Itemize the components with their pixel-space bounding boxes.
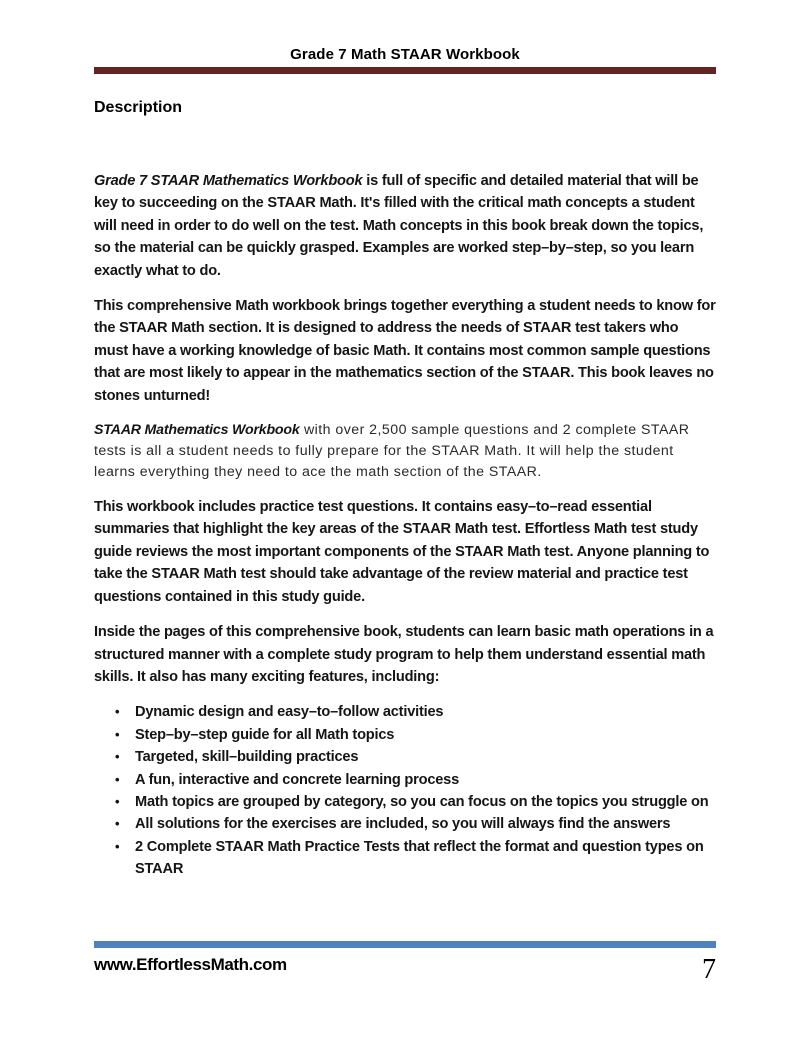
paragraph-text: is full of specific and detailed material that will be key to succeeding on the STAAR Math. It's filled with the critical math concepts a student will need in order to do well on the test. Math concepts in this book break down the topics, so the material can be quickly grasped. Examples are worked step–by–step, so you learn exactly what to do.: [94, 173, 704, 279]
page-footer: [94, 941, 716, 985]
page-title: Description: [94, 99, 183, 116]
list-item: • 2 Complete STAAR Math Practice Tests that reflect the format and question types on STAAR: [114, 836, 716, 881]
website-link[interactable]: www.EffortlessMath.com: [94, 955, 287, 974]
list-item: • A fun, interactive and concrete learning process: [114, 769, 716, 791]
list-item: • Dynamic design and easy–to–follow activities: [114, 701, 716, 723]
paragraph: [94, 621, 716, 688]
running-header-title: Grade 7 Math STAAR Workbook: [290, 46, 520, 63]
paragraph-text: This comprehensive Math workbook brings together everything a student needs to know for the STAAR Math section. It is designed to address the needs of STAAR test takers who must have a working knowledge of basic Math. It contains most common sample questions that are most likely to appear in the mathematics section of the STAAR. This book leaves no stones unturned!: [94, 298, 716, 404]
footer-rule-divider: [94, 941, 716, 948]
list-item: • Math topics are grouped by category, so you can focus on the topics you struggle on: [114, 791, 716, 813]
header-rule-divider: [94, 67, 716, 74]
feature-bullet-list: [94, 701, 716, 880]
paragraph: [94, 496, 716, 608]
paragraph-text: with over 2,500 sample questions and 2 complete STAAR tests is all a student needs to fully prepare for the STAAR Math. It will help the student learns everything they need to ace the math section of the STAAR.: [94, 422, 690, 481]
page-content: [94, 0, 716, 881]
paragraph-text: Inside the pages of this comprehensive book, students can learn basic math operations in a structured manner with a complete study program to help them understand essential math skills. It also has many exciting features, including:: [94, 624, 714, 685]
paragraph: [94, 170, 716, 282]
list-item: • Targeted, skill–building practices: [114, 746, 716, 768]
paragraph-lead: STAAR Mathematics Workbook: [94, 422, 300, 439]
paragraph-text: This workbook includes practice test questions. It contains easy–to–read essential summaries that highlight the key areas of the STAAR Math test. Effortless Math test study guide reviews the most important components of the STAAR Math test. Anyone planning to take the STAAR Math test should take advantage of the review material and practice test questions contained in this study guide.: [94, 499, 710, 605]
paragraph: [94, 420, 716, 483]
body-copy: [94, 170, 716, 881]
paragraph: [94, 295, 716, 407]
list-item: • All solutions for the exercises are included, so you will always find the answers: [114, 813, 716, 835]
page-number: 7: [702, 954, 716, 985]
paragraph-lead: Grade 7 STAAR Mathematics Workbook: [94, 173, 363, 189]
list-item: • Step–by–step guide for all Math topics: [114, 724, 716, 746]
